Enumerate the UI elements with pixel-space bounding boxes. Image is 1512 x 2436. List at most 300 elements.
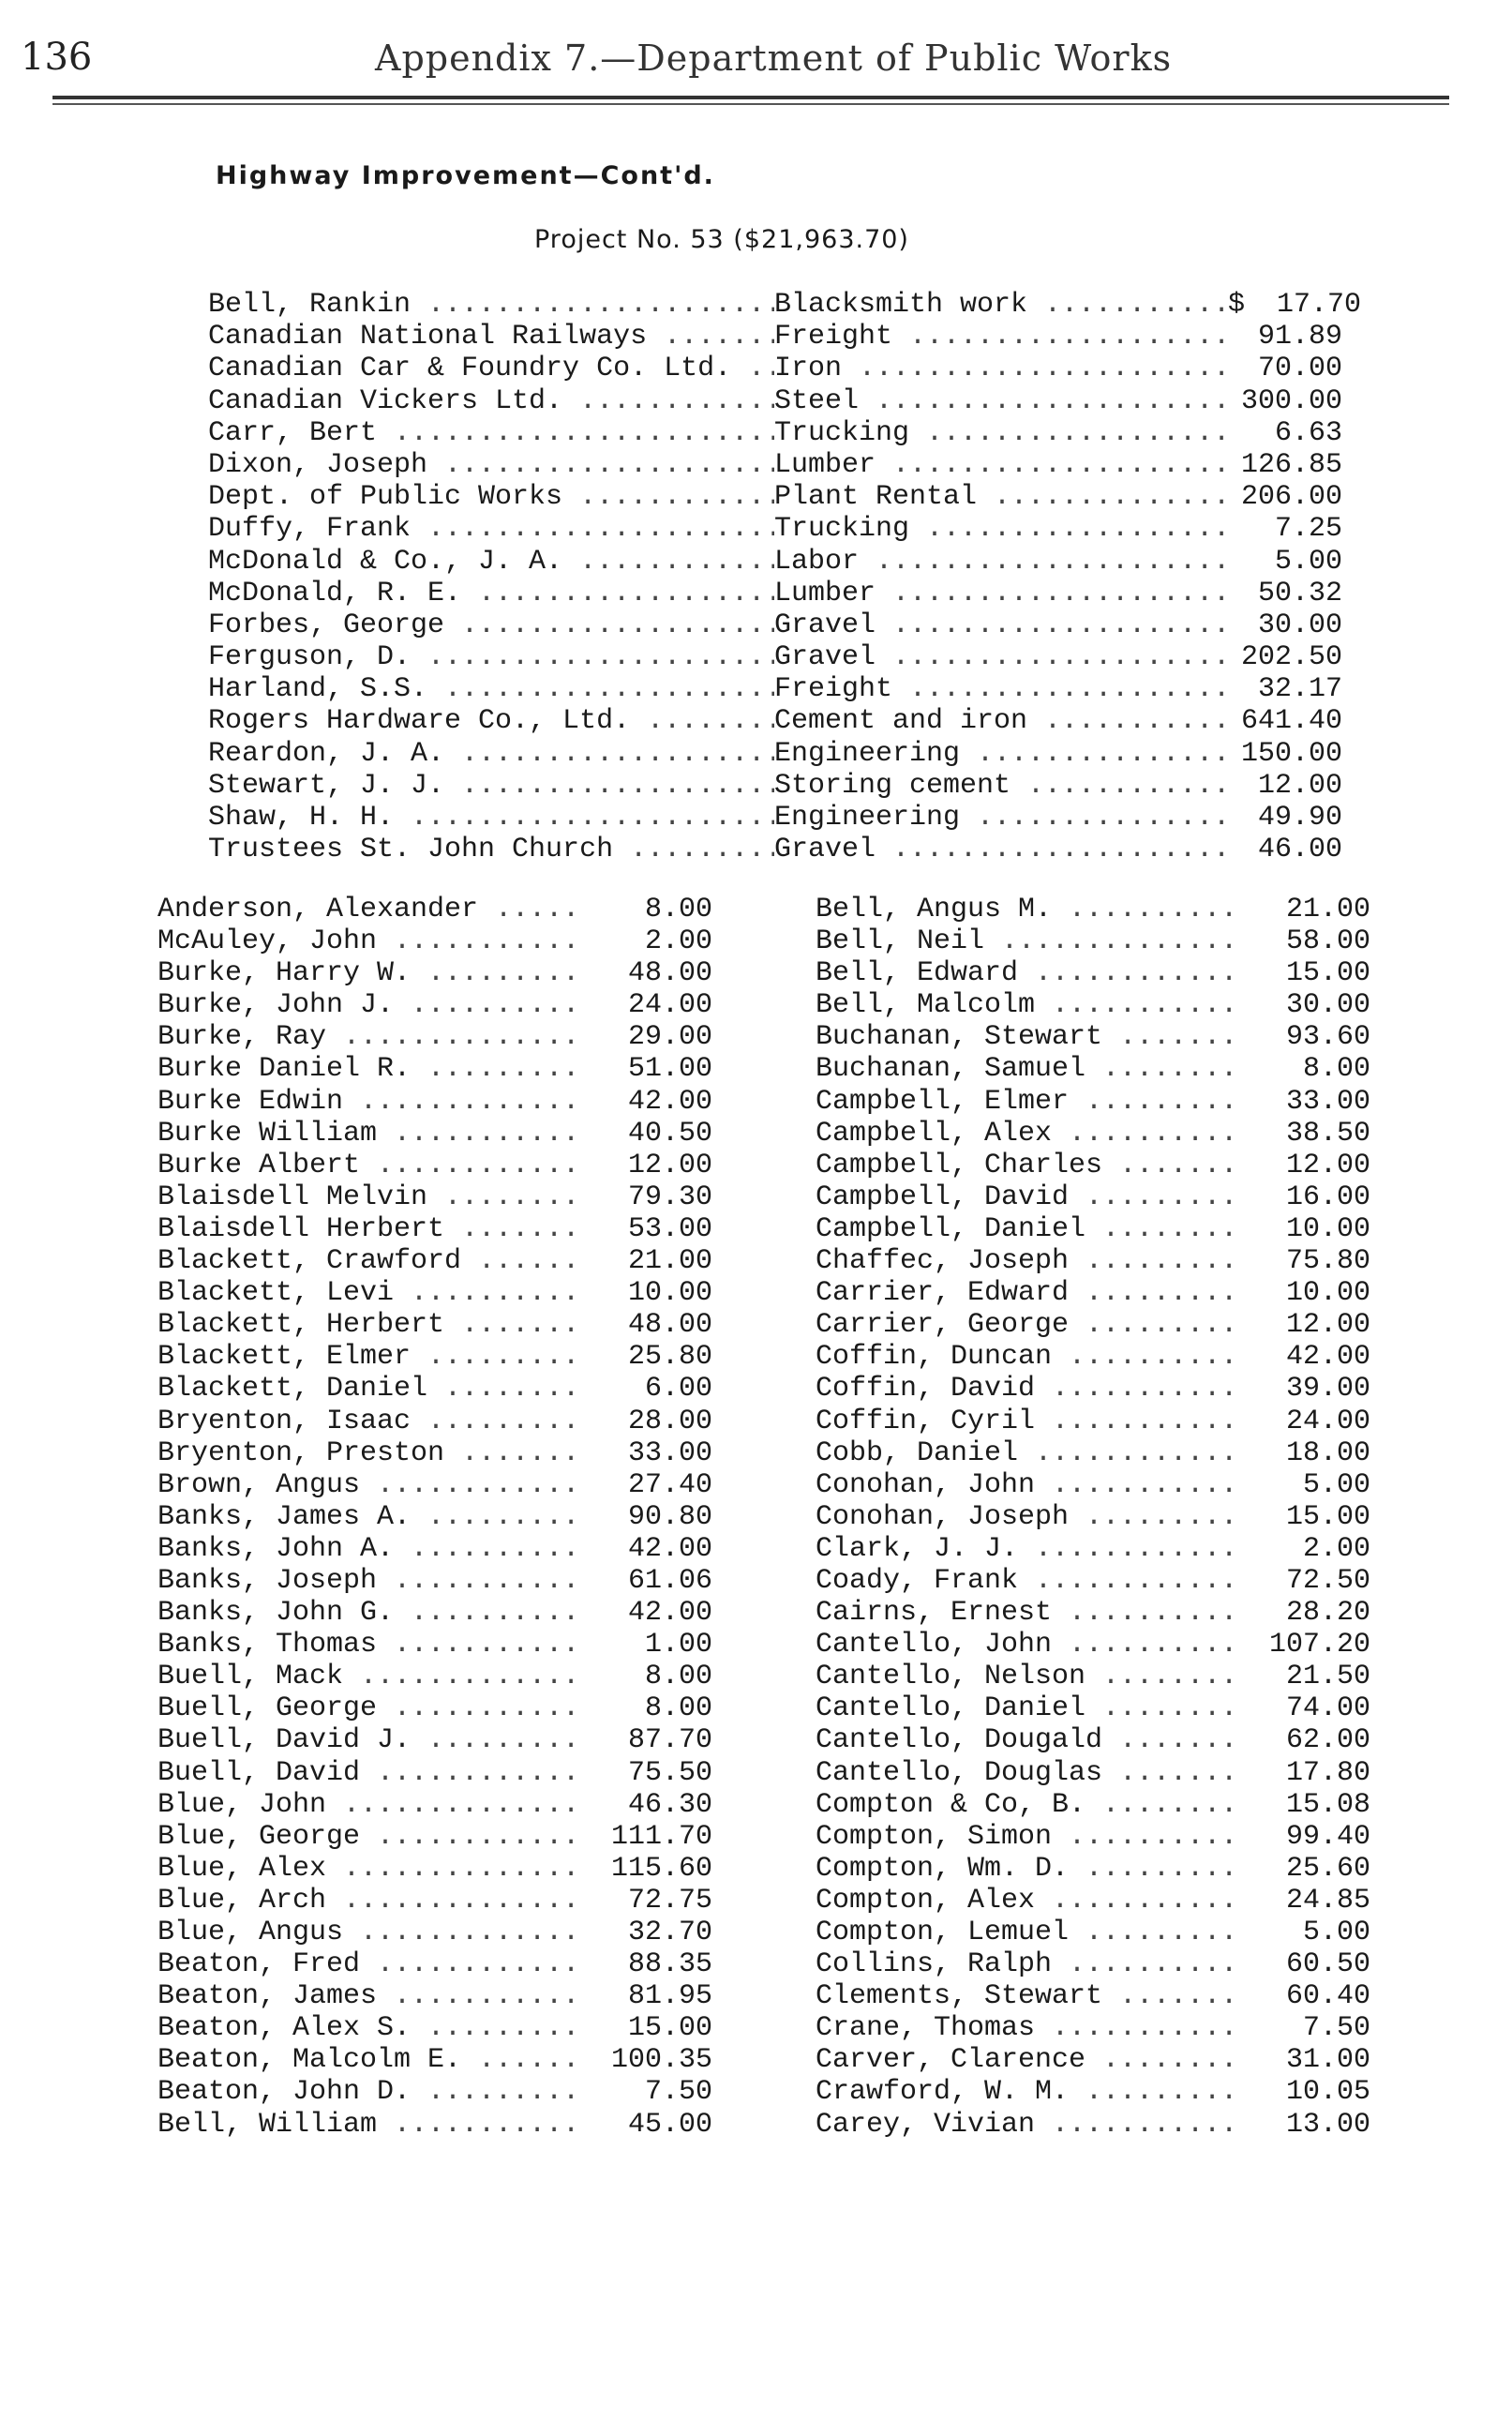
name-amount: 21.50 bbox=[1285, 1661, 1370, 1693]
name-entry: Banks, Thomas ..... bbox=[157, 1629, 581, 1661]
name-entry: Crane, Thomas ..... bbox=[816, 2012, 1237, 2044]
project-item-amount-value: 150.00 bbox=[1240, 737, 1342, 770]
name-entry: Collins, Ralph ..... bbox=[816, 1948, 1237, 1980]
name-entry: Beaton, James ..... bbox=[157, 1980, 581, 2012]
name-amount: 10.00 bbox=[1285, 1277, 1370, 1310]
name-amount: 60.50 bbox=[1285, 1948, 1370, 1981]
name-entry: Banks, Joseph ..... bbox=[157, 1565, 581, 1597]
name-entry: Carrier, George ..... bbox=[816, 1309, 1237, 1341]
name-row bbox=[816, 1245, 1378, 1277]
name-entry: Campbell, Daniel ..... bbox=[816, 1213, 1237, 1245]
name-entry: Blaisdell Melvin ..... bbox=[157, 1181, 581, 1213]
project-item-row bbox=[208, 481, 1342, 513]
currency-symbol: $ bbox=[1228, 289, 1246, 321]
name-row bbox=[816, 2044, 1378, 2076]
name-row bbox=[816, 1661, 1378, 1692]
project-item-amount bbox=[1228, 578, 1342, 609]
name-amount: 75.50 bbox=[627, 1756, 712, 1789]
name-entry: Buell, Mack ..... bbox=[157, 1661, 581, 1692]
name-entry: Beaton, Fred ..... bbox=[157, 1948, 581, 1980]
name-row bbox=[157, 2044, 720, 2076]
name-row bbox=[816, 1053, 1378, 1085]
name-row bbox=[816, 1373, 1378, 1405]
name-amount: 88.35 bbox=[627, 1948, 712, 1981]
name-amount: 32.70 bbox=[627, 1917, 712, 1948]
name-row bbox=[157, 925, 720, 957]
project-item-amount-value: 126.85 bbox=[1240, 448, 1342, 481]
project-item-amount-value: 30.00 bbox=[1257, 609, 1342, 641]
project-item-amount-value: 46.00 bbox=[1257, 834, 1342, 866]
name-entry: Blackett, Elmer ..... bbox=[157, 1341, 581, 1373]
name-amount: 93.60 bbox=[1285, 1021, 1370, 1054]
name-amount: 27.40 bbox=[627, 1468, 712, 1501]
name-amount: 24.00 bbox=[627, 989, 712, 1022]
name-amount: 99.40 bbox=[1285, 1820, 1370, 1853]
name-amount: 24.00 bbox=[1285, 1405, 1370, 1437]
name-amount: 21.00 bbox=[627, 1245, 712, 1278]
name-amount: 107.20 bbox=[1268, 1629, 1370, 1662]
name-entry: McAuley, John ..... bbox=[157, 925, 581, 957]
name-entry: Coffin, Cyril ..... bbox=[816, 1406, 1237, 1437]
project-item-payee: Dept. of Public Works ..... bbox=[208, 481, 774, 513]
name-row bbox=[816, 1597, 1378, 1629]
name-entry: Campbell, Elmer ..... bbox=[816, 1086, 1237, 1118]
project-item-row bbox=[208, 353, 1342, 384]
project-item-amount-value: 300.00 bbox=[1240, 384, 1342, 417]
name-amount: 38.50 bbox=[1285, 1117, 1370, 1150]
name-amount: 46.30 bbox=[627, 1788, 712, 1821]
project-item-amount bbox=[1228, 481, 1342, 513]
name-row bbox=[816, 1277, 1378, 1309]
name-row bbox=[157, 1629, 720, 1661]
project-item-payee: Ferguson, D. ..... bbox=[208, 641, 774, 673]
name-row bbox=[816, 1692, 1378, 1724]
name-amount: 15.00 bbox=[1285, 957, 1370, 990]
name-entry: Compton, Alex ..... bbox=[816, 1885, 1237, 1917]
name-row bbox=[157, 894, 720, 925]
name-row bbox=[816, 1757, 1378, 1789]
name-row bbox=[816, 1181, 1378, 1213]
name-amount: 8.00 bbox=[1302, 1053, 1370, 1086]
name-entry: Carver, Clarence ..... bbox=[816, 2044, 1237, 2076]
name-amount: 31.00 bbox=[1285, 2044, 1370, 2077]
name-row bbox=[816, 925, 1378, 957]
project-item-amount bbox=[1228, 834, 1342, 865]
name-row bbox=[157, 1533, 720, 1565]
names-column-right bbox=[816, 894, 1378, 2141]
project-item-description: Engineering ..... bbox=[774, 738, 1228, 770]
name-row bbox=[816, 1885, 1378, 1917]
project-item-row bbox=[208, 385, 1342, 417]
name-row bbox=[157, 1406, 720, 1437]
name-amount: 81.95 bbox=[627, 1980, 712, 2013]
project-item-amount bbox=[1228, 289, 1362, 321]
name-amount: 29.00 bbox=[627, 1021, 712, 1054]
name-amount: 111.70 bbox=[610, 1820, 712, 1853]
project-item-payee: Shaw, H. H. ..... bbox=[208, 802, 774, 834]
name-entry: Cantello, Dougald ..... bbox=[816, 1724, 1237, 1756]
name-amount: 15.00 bbox=[627, 2012, 712, 2045]
name-entry: Buell, David J. ..... bbox=[157, 1724, 581, 1756]
section-title: Highway Improvement—Cont'd. bbox=[216, 161, 715, 190]
name-entry: Burke Albert ..... bbox=[157, 1150, 581, 1181]
name-amount: 39.00 bbox=[1285, 1373, 1370, 1406]
name-amount: 10.00 bbox=[627, 1277, 712, 1310]
project-item-amount-value: 49.90 bbox=[1257, 802, 1342, 834]
name-row bbox=[157, 1948, 720, 1980]
name-entry: Blackett, Levi ..... bbox=[157, 1277, 581, 1309]
project-item-description: Gravel ..... bbox=[774, 609, 1228, 641]
name-amount: 42.00 bbox=[627, 1597, 712, 1630]
name-amount: 5.00 bbox=[1302, 1468, 1370, 1501]
page-header bbox=[0, 36, 1512, 92]
name-row bbox=[816, 894, 1378, 925]
project-item-description: Iron ..... bbox=[774, 353, 1228, 384]
project-item-payee: Canadian Vickers Ltd. ..... bbox=[208, 385, 774, 417]
name-entry: Coffin, Duncan ..... bbox=[816, 1341, 1237, 1373]
project-item-description: Blacksmith work ..... bbox=[774, 289, 1228, 321]
name-entry: Buell, George ..... bbox=[157, 1692, 581, 1724]
name-row bbox=[157, 1277, 720, 1309]
name-row bbox=[816, 1118, 1378, 1150]
name-amount: 5.00 bbox=[1302, 1917, 1370, 1948]
name-amount: 72.75 bbox=[627, 1884, 712, 1917]
project-item-amount-value: 202.50 bbox=[1240, 641, 1342, 674]
project-item-amount-value: 7.25 bbox=[1274, 513, 1342, 546]
name-amount: 48.00 bbox=[627, 957, 712, 990]
name-entry: Buell, David ..... bbox=[157, 1757, 581, 1789]
name-entry: Compton, Lemuel ..... bbox=[816, 1917, 1237, 1948]
project-item-amount-value: 641.40 bbox=[1240, 705, 1342, 738]
project-item-amount bbox=[1228, 449, 1342, 481]
project-item-row bbox=[208, 834, 1342, 865]
name-entry: Banks, James A. ..... bbox=[157, 1501, 581, 1533]
name-amount: 8.00 bbox=[644, 1661, 712, 1693]
project-item-row bbox=[208, 321, 1342, 353]
name-row bbox=[157, 1213, 720, 1245]
project-item-payee: Forbes, George ..... bbox=[208, 609, 774, 641]
project-item-amount bbox=[1228, 738, 1342, 770]
name-entry: Bell, William ..... bbox=[157, 2109, 581, 2141]
project-item-amount-value: 12.00 bbox=[1257, 769, 1342, 802]
name-row bbox=[157, 1021, 720, 1053]
project-item-amount bbox=[1228, 513, 1342, 545]
name-entry: Cantello, Douglas ..... bbox=[816, 1757, 1237, 1789]
project-item-amount-value: 6.63 bbox=[1274, 416, 1342, 449]
name-entry: Blaisdell Herbert ..... bbox=[157, 1213, 581, 1245]
name-amount: 42.00 bbox=[627, 1085, 712, 1118]
name-row bbox=[157, 1757, 720, 1789]
name-row bbox=[816, 1150, 1378, 1181]
name-row bbox=[157, 1341, 720, 1373]
project-item-row bbox=[208, 802, 1342, 834]
name-entry: Anderson, Alexander ..... bbox=[157, 894, 581, 925]
project-item-payee: Canadian National Railways ..... bbox=[208, 321, 774, 353]
project-item-payee: Harland, S.S. ..... bbox=[208, 673, 774, 705]
name-amount: 24.85 bbox=[1285, 1884, 1370, 1917]
name-entry: Campbell, David ..... bbox=[816, 1181, 1237, 1213]
name-amount: 60.40 bbox=[1285, 1980, 1370, 2013]
name-amount: 87.70 bbox=[627, 1724, 712, 1757]
name-row bbox=[816, 1501, 1378, 1533]
name-amount: 21.00 bbox=[1285, 894, 1370, 925]
name-row bbox=[816, 2109, 1378, 2141]
name-row bbox=[816, 1021, 1378, 1053]
name-amount: 100.35 bbox=[610, 2044, 712, 2077]
project-item-amount bbox=[1228, 673, 1342, 705]
project-item-description: Steel ..... bbox=[774, 385, 1228, 417]
project-item-amount-value: 206.00 bbox=[1240, 481, 1342, 514]
name-row bbox=[157, 1053, 720, 1085]
name-entry: Coffin, David ..... bbox=[816, 1373, 1237, 1405]
name-entry: Banks, John A. ..... bbox=[157, 1533, 581, 1565]
name-entry: Bell, Edward ..... bbox=[816, 957, 1237, 989]
name-row bbox=[157, 1437, 720, 1469]
project-item-description: Lumber ..... bbox=[774, 449, 1228, 481]
name-row bbox=[157, 1181, 720, 1213]
name-row bbox=[816, 1086, 1378, 1118]
project-items-list bbox=[208, 289, 1362, 866]
project-item-row bbox=[208, 578, 1342, 609]
name-amount: 58.00 bbox=[1285, 925, 1370, 958]
project-item-description: Trucking ..... bbox=[774, 417, 1228, 449]
name-entry: Campbell, Alex ..... bbox=[816, 1118, 1237, 1150]
name-row bbox=[816, 1341, 1378, 1373]
name-row bbox=[157, 1917, 720, 1948]
name-amount: 115.60 bbox=[610, 1852, 712, 1885]
name-row bbox=[816, 1948, 1378, 1980]
name-row bbox=[816, 1853, 1378, 1885]
name-entry: Blackett, Daniel ..... bbox=[157, 1373, 581, 1405]
name-amount: 30.00 bbox=[1285, 989, 1370, 1022]
name-entry: Blue, Angus ..... bbox=[157, 1917, 581, 1948]
project-item-description: Gravel ..... bbox=[774, 641, 1228, 673]
name-row bbox=[816, 1213, 1378, 1245]
project-item-amount bbox=[1228, 802, 1342, 834]
project-item-payee: Rogers Hardware Co., Ltd. ..... bbox=[208, 705, 774, 737]
project-item-description: Cement and iron ..... bbox=[774, 705, 1228, 737]
name-row bbox=[816, 1469, 1378, 1501]
name-amount: 12.00 bbox=[1285, 1149, 1370, 1181]
project-item-payee: McDonald, R. E. ..... bbox=[208, 578, 774, 609]
name-entry: Blackett, Herbert ..... bbox=[157, 1309, 581, 1341]
name-amount: 8.00 bbox=[644, 1692, 712, 1725]
name-amount: 42.00 bbox=[1285, 1341, 1370, 1374]
name-amount: 7.50 bbox=[1302, 2012, 1370, 2045]
project-item-amount bbox=[1228, 385, 1342, 417]
name-amount: 79.30 bbox=[627, 1180, 712, 1213]
name-entry: Blue, John ..... bbox=[157, 1789, 581, 1821]
name-amount: 2.00 bbox=[644, 925, 712, 958]
name-entry: Chaffec, Joseph ..... bbox=[816, 1245, 1237, 1277]
name-entry: Burke Edwin ..... bbox=[157, 1086, 581, 1118]
name-amount: 53.00 bbox=[627, 1212, 712, 1245]
name-entry: Beaton, Malcolm E. ..... bbox=[157, 2044, 581, 2076]
page-number: 136 bbox=[21, 36, 93, 79]
project-item-description: Freight ..... bbox=[774, 673, 1228, 705]
name-row bbox=[157, 989, 720, 1021]
name-row bbox=[157, 1086, 720, 1118]
name-row bbox=[816, 1724, 1378, 1756]
name-row bbox=[157, 1980, 720, 2012]
project-item-payee: Bell, Rankin ..... bbox=[208, 289, 774, 321]
name-amount: 40.50 bbox=[627, 1117, 712, 1150]
name-amount: 17.80 bbox=[1285, 1756, 1370, 1789]
name-row bbox=[157, 1118, 720, 1150]
project-item-row bbox=[208, 705, 1342, 737]
name-row bbox=[157, 1597, 720, 1629]
name-entry: Burke William ..... bbox=[157, 1118, 581, 1150]
project-item-row bbox=[208, 449, 1342, 481]
name-amount: 10.05 bbox=[1285, 2076, 1370, 2109]
project-item-amount bbox=[1228, 609, 1342, 641]
name-row bbox=[157, 1469, 720, 1501]
name-entry: Buchanan, Stewart ..... bbox=[816, 1021, 1237, 1053]
name-amount: 51.00 bbox=[627, 1053, 712, 1086]
project-item-row bbox=[208, 641, 1342, 673]
name-amount: 25.80 bbox=[627, 1341, 712, 1374]
name-entry: Burke, John J. ..... bbox=[157, 989, 581, 1021]
name-amount: 48.00 bbox=[627, 1309, 712, 1342]
project-item-row bbox=[208, 546, 1342, 578]
name-entry: Cantello, Daniel ..... bbox=[816, 1692, 1237, 1724]
project-item-row bbox=[208, 673, 1342, 705]
name-row bbox=[157, 2076, 720, 2108]
project-item-amount-value: 32.17 bbox=[1257, 673, 1342, 706]
name-entry: Cobb, Daniel ..... bbox=[816, 1437, 1237, 1469]
project-item-amount-value: 91.89 bbox=[1257, 321, 1342, 353]
name-amount: 74.00 bbox=[1285, 1692, 1370, 1725]
name-amount: 28.00 bbox=[627, 1405, 712, 1437]
project-item-amount-value: 70.00 bbox=[1257, 353, 1342, 385]
name-row bbox=[157, 1501, 720, 1533]
header-rule-thick bbox=[52, 96, 1449, 99]
name-amount: 25.60 bbox=[1285, 1852, 1370, 1885]
name-entry: Cairns, Ernest ..... bbox=[816, 1597, 1237, 1629]
name-row bbox=[157, 1309, 720, 1341]
name-entry: Brown, Angus ..... bbox=[157, 1469, 581, 1501]
name-row bbox=[157, 1821, 720, 1853]
name-row bbox=[816, 1437, 1378, 1469]
project-item-payee: Trustees St. John Church ..... bbox=[208, 834, 774, 865]
project-item-payee: Duffy, Frank ..... bbox=[208, 513, 774, 545]
name-amount: 15.00 bbox=[1285, 1500, 1370, 1533]
name-amount: 72.50 bbox=[1285, 1564, 1370, 1597]
name-entry: Clark, J. J. ..... bbox=[816, 1533, 1237, 1565]
project-item-description: Labor ..... bbox=[774, 546, 1228, 578]
project-item-payee: Dixon, Joseph ..... bbox=[208, 449, 774, 481]
name-row bbox=[157, 1565, 720, 1597]
name-amount: 18.00 bbox=[1285, 1436, 1370, 1469]
project-item-amount bbox=[1228, 546, 1342, 578]
name-entry: Bryenton, Preston ..... bbox=[157, 1437, 581, 1469]
name-row bbox=[157, 1150, 720, 1181]
name-amount: 7.50 bbox=[644, 2076, 712, 2109]
project-item-payee: Carr, Bert ..... bbox=[208, 417, 774, 449]
project-item-description: Engineering ..... bbox=[774, 802, 1228, 834]
project-item-amount bbox=[1228, 353, 1342, 384]
name-amount: 42.00 bbox=[627, 1532, 712, 1565]
name-amount: 33.00 bbox=[627, 1436, 712, 1469]
name-amount: 16.00 bbox=[1285, 1180, 1370, 1213]
name-entry: Cantello, John ..... bbox=[816, 1629, 1237, 1661]
name-row bbox=[157, 2012, 720, 2044]
name-entry: Burke Daniel R. ..... bbox=[157, 1053, 581, 1085]
project-item-payee: Reardon, J. A. ..... bbox=[208, 738, 774, 770]
project-item-amount bbox=[1228, 705, 1342, 737]
name-entry: Bryenton, Isaac ..... bbox=[157, 1406, 581, 1437]
project-item-row bbox=[208, 417, 1342, 449]
name-amount: 12.00 bbox=[1285, 1309, 1370, 1342]
name-entry: Clements, Stewart ..... bbox=[816, 1980, 1237, 2012]
name-row bbox=[157, 1661, 720, 1692]
name-row bbox=[816, 1789, 1378, 1821]
project-item-description: Trucking ..... bbox=[774, 513, 1228, 545]
name-row bbox=[157, 1885, 720, 1917]
name-entry: Blackett, Crawford ..... bbox=[157, 1245, 581, 1277]
name-row bbox=[816, 2012, 1378, 2044]
project-item-row bbox=[208, 289, 1362, 321]
name-entry: Carrier, Edward ..... bbox=[816, 1277, 1237, 1309]
name-row bbox=[816, 1533, 1378, 1565]
name-amount: 61.06 bbox=[627, 1564, 712, 1597]
name-amount: 12.00 bbox=[627, 1149, 712, 1181]
project-item-description: Plant Rental ..... bbox=[774, 481, 1228, 513]
project-item-amount-value: 50.32 bbox=[1257, 577, 1342, 609]
name-entry: Campbell, Charles ..... bbox=[816, 1150, 1237, 1181]
name-amount: 10.00 bbox=[1285, 1212, 1370, 1245]
name-amount: 75.80 bbox=[1285, 1245, 1370, 1278]
name-entry: Burke, Ray ..... bbox=[157, 1021, 581, 1053]
project-item-row bbox=[208, 738, 1342, 770]
name-row bbox=[816, 989, 1378, 1021]
name-row bbox=[816, 957, 1378, 989]
name-entry: Coady, Frank ..... bbox=[816, 1565, 1237, 1597]
name-row bbox=[157, 1373, 720, 1405]
name-entry: Banks, John G. ..... bbox=[157, 1597, 581, 1629]
name-row bbox=[816, 1629, 1378, 1661]
project-item-amount-value: 5.00 bbox=[1274, 545, 1342, 578]
name-amount: 15.08 bbox=[1285, 1788, 1370, 1821]
name-entry: Blue, George ..... bbox=[157, 1821, 581, 1853]
name-row bbox=[157, 2109, 720, 2141]
project-item-row bbox=[208, 770, 1342, 802]
name-row bbox=[157, 1245, 720, 1277]
project-item-payee: McDonald & Co., J. A. ..... bbox=[208, 546, 774, 578]
name-amount: 6.00 bbox=[644, 1373, 712, 1406]
name-row bbox=[157, 1853, 720, 1885]
name-row bbox=[816, 1309, 1378, 1341]
name-entry: Blue, Alex ..... bbox=[157, 1853, 581, 1885]
name-row bbox=[816, 1821, 1378, 1853]
project-item-amount bbox=[1228, 417, 1342, 449]
name-amount: 45.00 bbox=[627, 2108, 712, 2141]
project-item-payee: Stewart, J. J. ..... bbox=[208, 770, 774, 802]
project-item-amount bbox=[1228, 770, 1342, 802]
header-rule-thin bbox=[52, 103, 1449, 105]
name-amount: 13.00 bbox=[1285, 2108, 1370, 2141]
name-row bbox=[816, 1565, 1378, 1597]
name-entry: Bell, Neil ..... bbox=[816, 925, 1237, 957]
running-head: Appendix 7.—Department of Public Works bbox=[375, 38, 1173, 79]
names-column-left bbox=[157, 894, 720, 2141]
project-item-row bbox=[208, 513, 1342, 545]
name-amount: 28.20 bbox=[1285, 1597, 1370, 1630]
name-row bbox=[157, 957, 720, 989]
name-entry: Bell, Angus M. ..... bbox=[816, 894, 1237, 925]
name-row bbox=[157, 1692, 720, 1724]
name-entry: Beaton, John D. ..... bbox=[157, 2076, 581, 2108]
